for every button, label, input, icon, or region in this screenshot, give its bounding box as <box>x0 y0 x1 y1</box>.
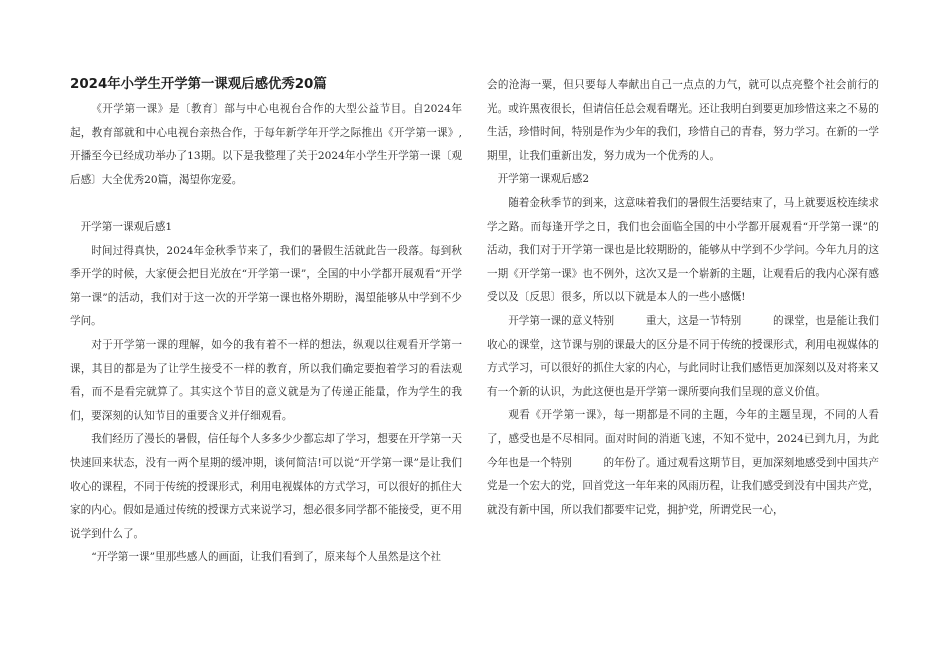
paragraph: 观看《开学第一课》，每一期都是不同的主题，今年的主题呈现，不同的人看了，感受也是不尽相同。面对时间的消逝飞速，不知不觉中，2024已到九月，为此今年也是一个特别 的年份了。通过观看这期节目，更加深刻地感受到中国共产党是一个宏大的党，回首党这一年年来的风雨历程，让我们感受到没有中国共产党，就没有新中国，所以我们都要牢记党，拥护党，所谓党民一心， <box>487 409 879 516</box>
paragraph: 时间过得真快，2024年金秋季节来了，我们的暑假生活就此告一段落。每到秋季开学的时候，大家便会把目光放在“开学第一课”，全国的中小学都开展观看“开学第一课”的活动，我们对于这一次的开学第一课也格外期盼，渴望能够从中学到不少学问。 <box>70 244 462 328</box>
right-column <box>487 74 879 522</box>
intro-paragraph: 《开学第一课》是〔教育〕部与中心电视台合作的大型公益节目。自2024年起，教育部就和中心电视台亲热合作，于每年新学年开学之际推出《开学第一课》,开播至今已经成功举办了13期。以下是我整理了关于2024年小学生开学第一课〔观后感〕大全优秀20篇，渴望你宠爱。 <box>70 103 462 186</box>
paragraph-continuation: 会的沧海一粟，但只要每人奉献出自己一点点的力气，就可以点亮整个社会前行的光。或许黑夜很长，但请信任总会观看曙光。还让我明白到要更加珍惜这来之不易的生活，珍惜时间，特别是作为少年的我们，珍惜自己的青春，努力学习。在新的一学期里，让我们重新出发，努力成为一个优秀的人。 <box>487 79 879 162</box>
document-title: 2024年小学生开学第一课观后感优秀20篇 <box>70 77 327 92</box>
paragraph: “开学第一课”里那些感人的画面，让我们看到了，原来每个人虽然是这个社 <box>91 551 442 564</box>
blank-line <box>70 192 462 216</box>
paragraph: 随着金秋季节的到来，这意味着我们的暑假生活要结束了，马上就要返校连续求学之路。而每逢开学之日，我们也会面临全国的中小学都开展观看“开学第一课”的活动，我们对于开学第一课也是比较期盼的，能够从中学到不少学问。今年九月的这一期《开学第一课》也不例外，这次又是一个崭新的主题，让观看后的我内心深有感受以及〔反思〕很多，所以以下就是本人的一些小感慨! <box>487 196 879 304</box>
paragraph: 对于开学第一课的理解，如今的我有着不一样的想法，纵观以往观看开学第一课，其目的都是为了让学生接受不一样的教育，所以我们确定要抱着学习的看法观看，而不是看完就算了。其实这个节目的意义就是为了传递正能量，作为学生的我们，要深刻的认知节目的重要含义并仔细观看。 <box>70 338 462 422</box>
paragraph: 开学第一课的意义特别 重大，这是一节特别 的课堂，也是能让我们收心的课堂，这节课与别的课最大的区分是不同于传统的授课形式，利用电视媒体的方式学习，可以很好的抓住大家的内心，与此同时让我们感悟更加深刻以及对将来又有一个新的认识，为此这便也是开学第一课所要向我们呈现的意义价值。 <box>487 314 879 398</box>
section-heading-1: 开学第一课观后感1 <box>80 220 173 233</box>
left-column <box>70 74 462 570</box>
paragraph: 我们经历了漫长的暑假，信任每个人多多少少都忘却了学习，想要在开学第一天快速回来状态，没有一两个星期的缓冲期，谈何简洁!可以说“开学第一课”是让我们收心的课程，不同于传统的授课形式，利用电视媒体的方式学习，可以很好的抓住大家的内心。假如是通过传统的授课方式来说学习，想必很多同学都不能接受，更不用说学到什么了。 <box>70 433 462 540</box>
section-heading-2: 开学第一课观后感2 <box>497 173 590 186</box>
